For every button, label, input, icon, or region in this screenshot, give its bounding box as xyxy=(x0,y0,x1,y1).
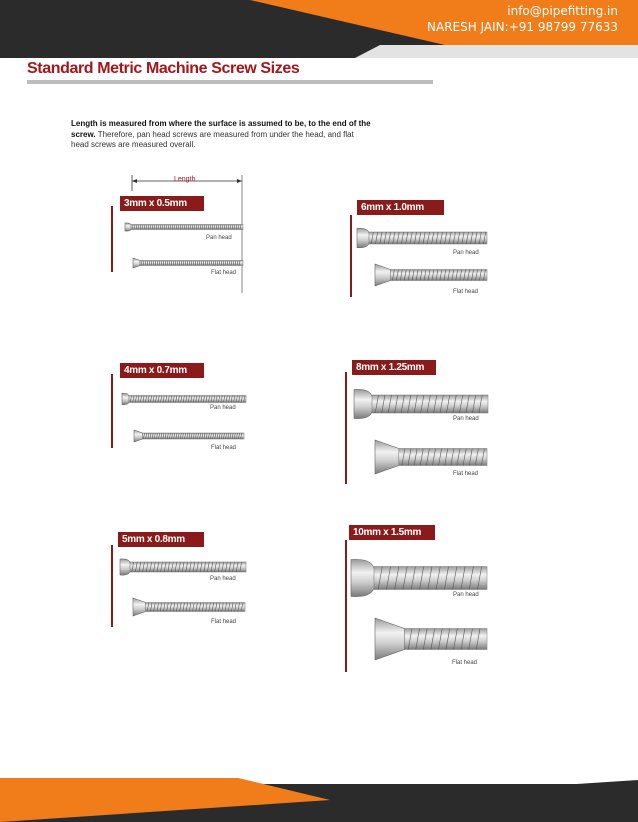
size-bar xyxy=(111,374,113,448)
flat-head-screw xyxy=(134,430,244,442)
header-email[interactable]: info@pipefitting.in xyxy=(507,4,618,18)
pan-head-screw xyxy=(125,222,243,232)
size-bar xyxy=(345,540,347,672)
intro-bold: Length is measured from where the surface is assumed to be, to the end of the screw. xyxy=(71,119,371,139)
pan-head-label: Pan head xyxy=(206,235,232,241)
flat-head-screw xyxy=(375,440,487,474)
flat-head-label: Flat head xyxy=(211,619,237,625)
flat-head-label: Flat head xyxy=(453,471,479,477)
size-label: 4mm x 0.7mm xyxy=(120,363,204,378)
pan-head-label: Pan head xyxy=(210,576,236,582)
pan-head-label: Pan head xyxy=(453,416,479,422)
size-label: 8mm x 1.25mm xyxy=(352,360,436,375)
footer-banner xyxy=(0,772,638,822)
size-label: 3mm x 0.5mm xyxy=(120,196,204,211)
pan-head-screw xyxy=(357,226,487,250)
intro-text xyxy=(71,119,371,151)
size-label: 5mm x 0.8mm xyxy=(118,532,204,547)
title-rule xyxy=(27,80,433,84)
size-bar xyxy=(345,372,347,484)
page-title: Standard Metric Machine Screw Sizes xyxy=(27,60,300,77)
size-label: 6mm x 1.0mm xyxy=(357,200,444,215)
flat-head-screw xyxy=(375,618,487,660)
flat-head-label: Flat head xyxy=(452,660,478,666)
flat-head-label: Flat head xyxy=(453,289,479,295)
length-label: Length xyxy=(174,176,196,183)
pan-head-label: Pan head xyxy=(210,405,236,411)
pan-head-label: Pan head xyxy=(453,250,479,256)
flat-head-label: Flat head xyxy=(211,445,237,451)
size-bar xyxy=(350,215,352,297)
size-label: 10mm x 1.5mm xyxy=(349,525,435,540)
intro-rest: Therefore, pan head screws are measured from under the head, and flat head screws are measured overall. xyxy=(71,129,354,149)
size-bar xyxy=(111,545,113,627)
flat-head-screw xyxy=(133,258,243,268)
header-contact: NARESH JAIN:+91 98799 77633 xyxy=(427,20,618,34)
pan-head-screw xyxy=(120,557,246,577)
flat-head-screw xyxy=(133,598,245,616)
flat-head-label: Flat head xyxy=(211,270,237,276)
pan-head-label: Pan head xyxy=(453,592,479,598)
flat-head-screw xyxy=(375,264,487,286)
size-bar xyxy=(111,206,113,272)
pan-head-screw xyxy=(122,392,246,406)
